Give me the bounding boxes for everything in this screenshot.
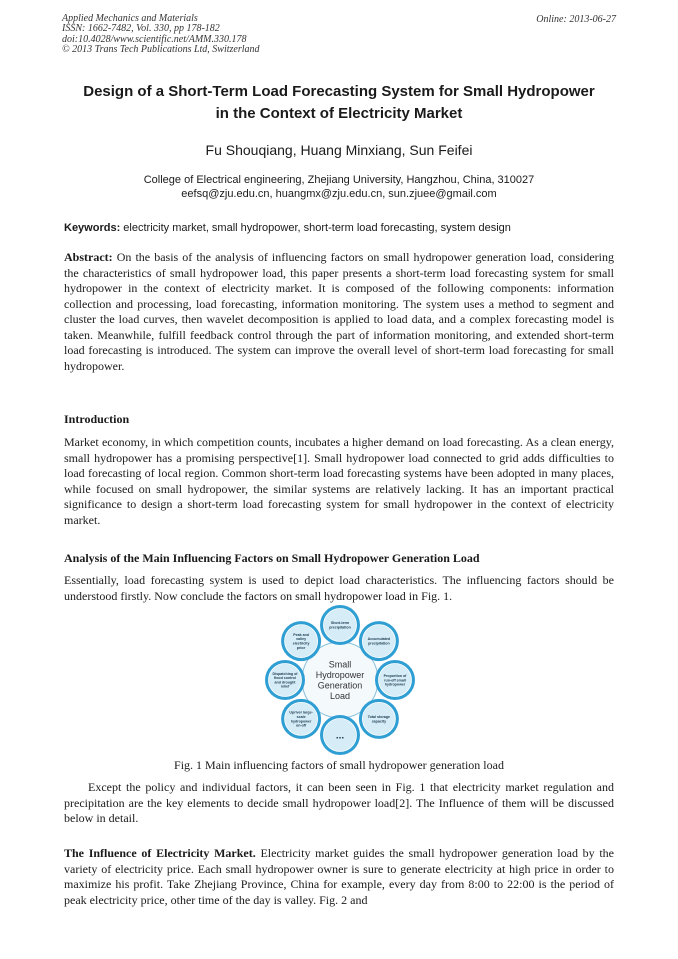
emails: eefsq@zju.edu.cn, huangmx@zju.edu.cn, sun.zjuee@gmail.com bbox=[181, 188, 497, 200]
factor-node-label: Upriver large-scale hydropower on-off bbox=[289, 710, 313, 728]
affiliation: College of Electrical engineering, Zhejiang University, Hangzhou, China, 310027 bbox=[143, 174, 535, 186]
abstract-label: Abstract: bbox=[64, 250, 113, 264]
intro-paragraph: Market economy, in which competition counts, incubates a higher demand on load forecasting. As a clean energy, small hydropower has a promising perspective[1]. Small hydropower load connected to grid adds difficulties to load forecasting of local region. Common short-term load forecasting systems have been adopted in many places, while focused on small hydropower, the similar systems are relatively lacking. It has an important practical significance to design a short-term load forecasting system for small hydropower in the context of electricity market. bbox=[64, 435, 614, 527]
factor-node-label: Dispatching of flood control and drought relief bbox=[272, 671, 298, 689]
intro-heading: Introduction bbox=[64, 412, 130, 426]
keywords-label: Keywords: bbox=[64, 222, 121, 234]
center-load-label: Small Hydropower Generation Load bbox=[315, 659, 365, 701]
analysis-heading: Analysis of the Main Influencing Factors on Small Hydropower Generation Load bbox=[64, 551, 480, 565]
factor-node-label: Total storage capacity bbox=[367, 715, 391, 724]
keywords bbox=[64, 221, 616, 235]
doi-line: doi:10.4028/www.scientific.net/AMM.330.178 bbox=[62, 33, 247, 45]
market-paragraph bbox=[64, 846, 614, 908]
paragraph-after-figure: Except the policy and individual factors, it can been seen in Fig. 1 that electricity market regulation and precipitation are the key elements to decide small hydropower load[2]. The Influence of them will be discussed below in detail. bbox=[64, 780, 614, 825]
figure-1-caption: Fig. 1 Main influencing factors of small hydropower generation load bbox=[174, 758, 504, 772]
market-text: Electricity market guides the small hydropower generation load by the variety of electricity price. Each small hydropower owner is sure to generate electricity at high price in order to maximize his profit. Take Zhejiang Province, China for example, every day from 8:00 to 22:00 is the period of peak electricity price, other time of the day is valley. Fig. 2 and bbox=[64, 846, 615, 907]
authors: Fu Shouqiang, Huang Minxiang, Sun Feifei bbox=[205, 142, 473, 158]
issn-line: ISSN: 1662-7482, Vol. 330, pp 178-182 bbox=[62, 23, 220, 35]
factor-node-label: Short-term precipitation bbox=[329, 621, 351, 630]
online-date: Online: 2013-06-27 bbox=[536, 14, 616, 25]
copyright-line: © 2013 Trans Tech Publications Ltd, Switzerland bbox=[62, 44, 260, 56]
title-line-2: in the Context of Electricity Market bbox=[215, 105, 463, 122]
market-heading: The Influence of Electricity Market. bbox=[64, 846, 256, 860]
journal-header bbox=[62, 14, 260, 56]
abstract bbox=[64, 250, 614, 374]
abstract-text: On the basis of the analysis of influencing factors on small hydropower generation load, considering the characteristics of small hydropower load, this paper presents a short-term load forecasting system for small hydropower in the context of electricity market. It is composed of the following components: information collection and processing, load forecasting, information monitoring. The system uses a method to segment and cluster the load curves, then wavelet decomposition is applied to load data, and a complex forecasting model is taken. Meanwhile, fulfill feedback control through the part of information monitoring, and extended short-term load forecasting is introduced. The system can improve the overall level of short-term load forecasting for small hydropower. bbox=[64, 250, 614, 373]
keywords-text: electricity market, small hydropower, short-term load forecasting, system design bbox=[120, 222, 511, 234]
factor-node-label: ... bbox=[335, 730, 345, 742]
factor-node-label: Peak and valley electricity price bbox=[292, 632, 310, 650]
journal-name: Applied Mechanics and Materials bbox=[62, 13, 198, 24]
affiliation-block bbox=[40, 173, 638, 201]
factor-node-label: Proportion of run-off small hydropower bbox=[383, 673, 407, 687]
analysis-paragraph: Essentially, load forecasting system is used to depict load characteristics. The influencing factors should be understood firstly. Now conclude the factors on small hydropower load in Fig. 1. bbox=[64, 573, 614, 603]
figure-1-diagram bbox=[255, 605, 425, 755]
factor-node-label: Accumulated precipitation bbox=[367, 637, 391, 646]
paper-title bbox=[40, 81, 638, 125]
title-line-1: Design of a Short-Term Load Forecasting System for Small Hydropower bbox=[83, 83, 595, 100]
